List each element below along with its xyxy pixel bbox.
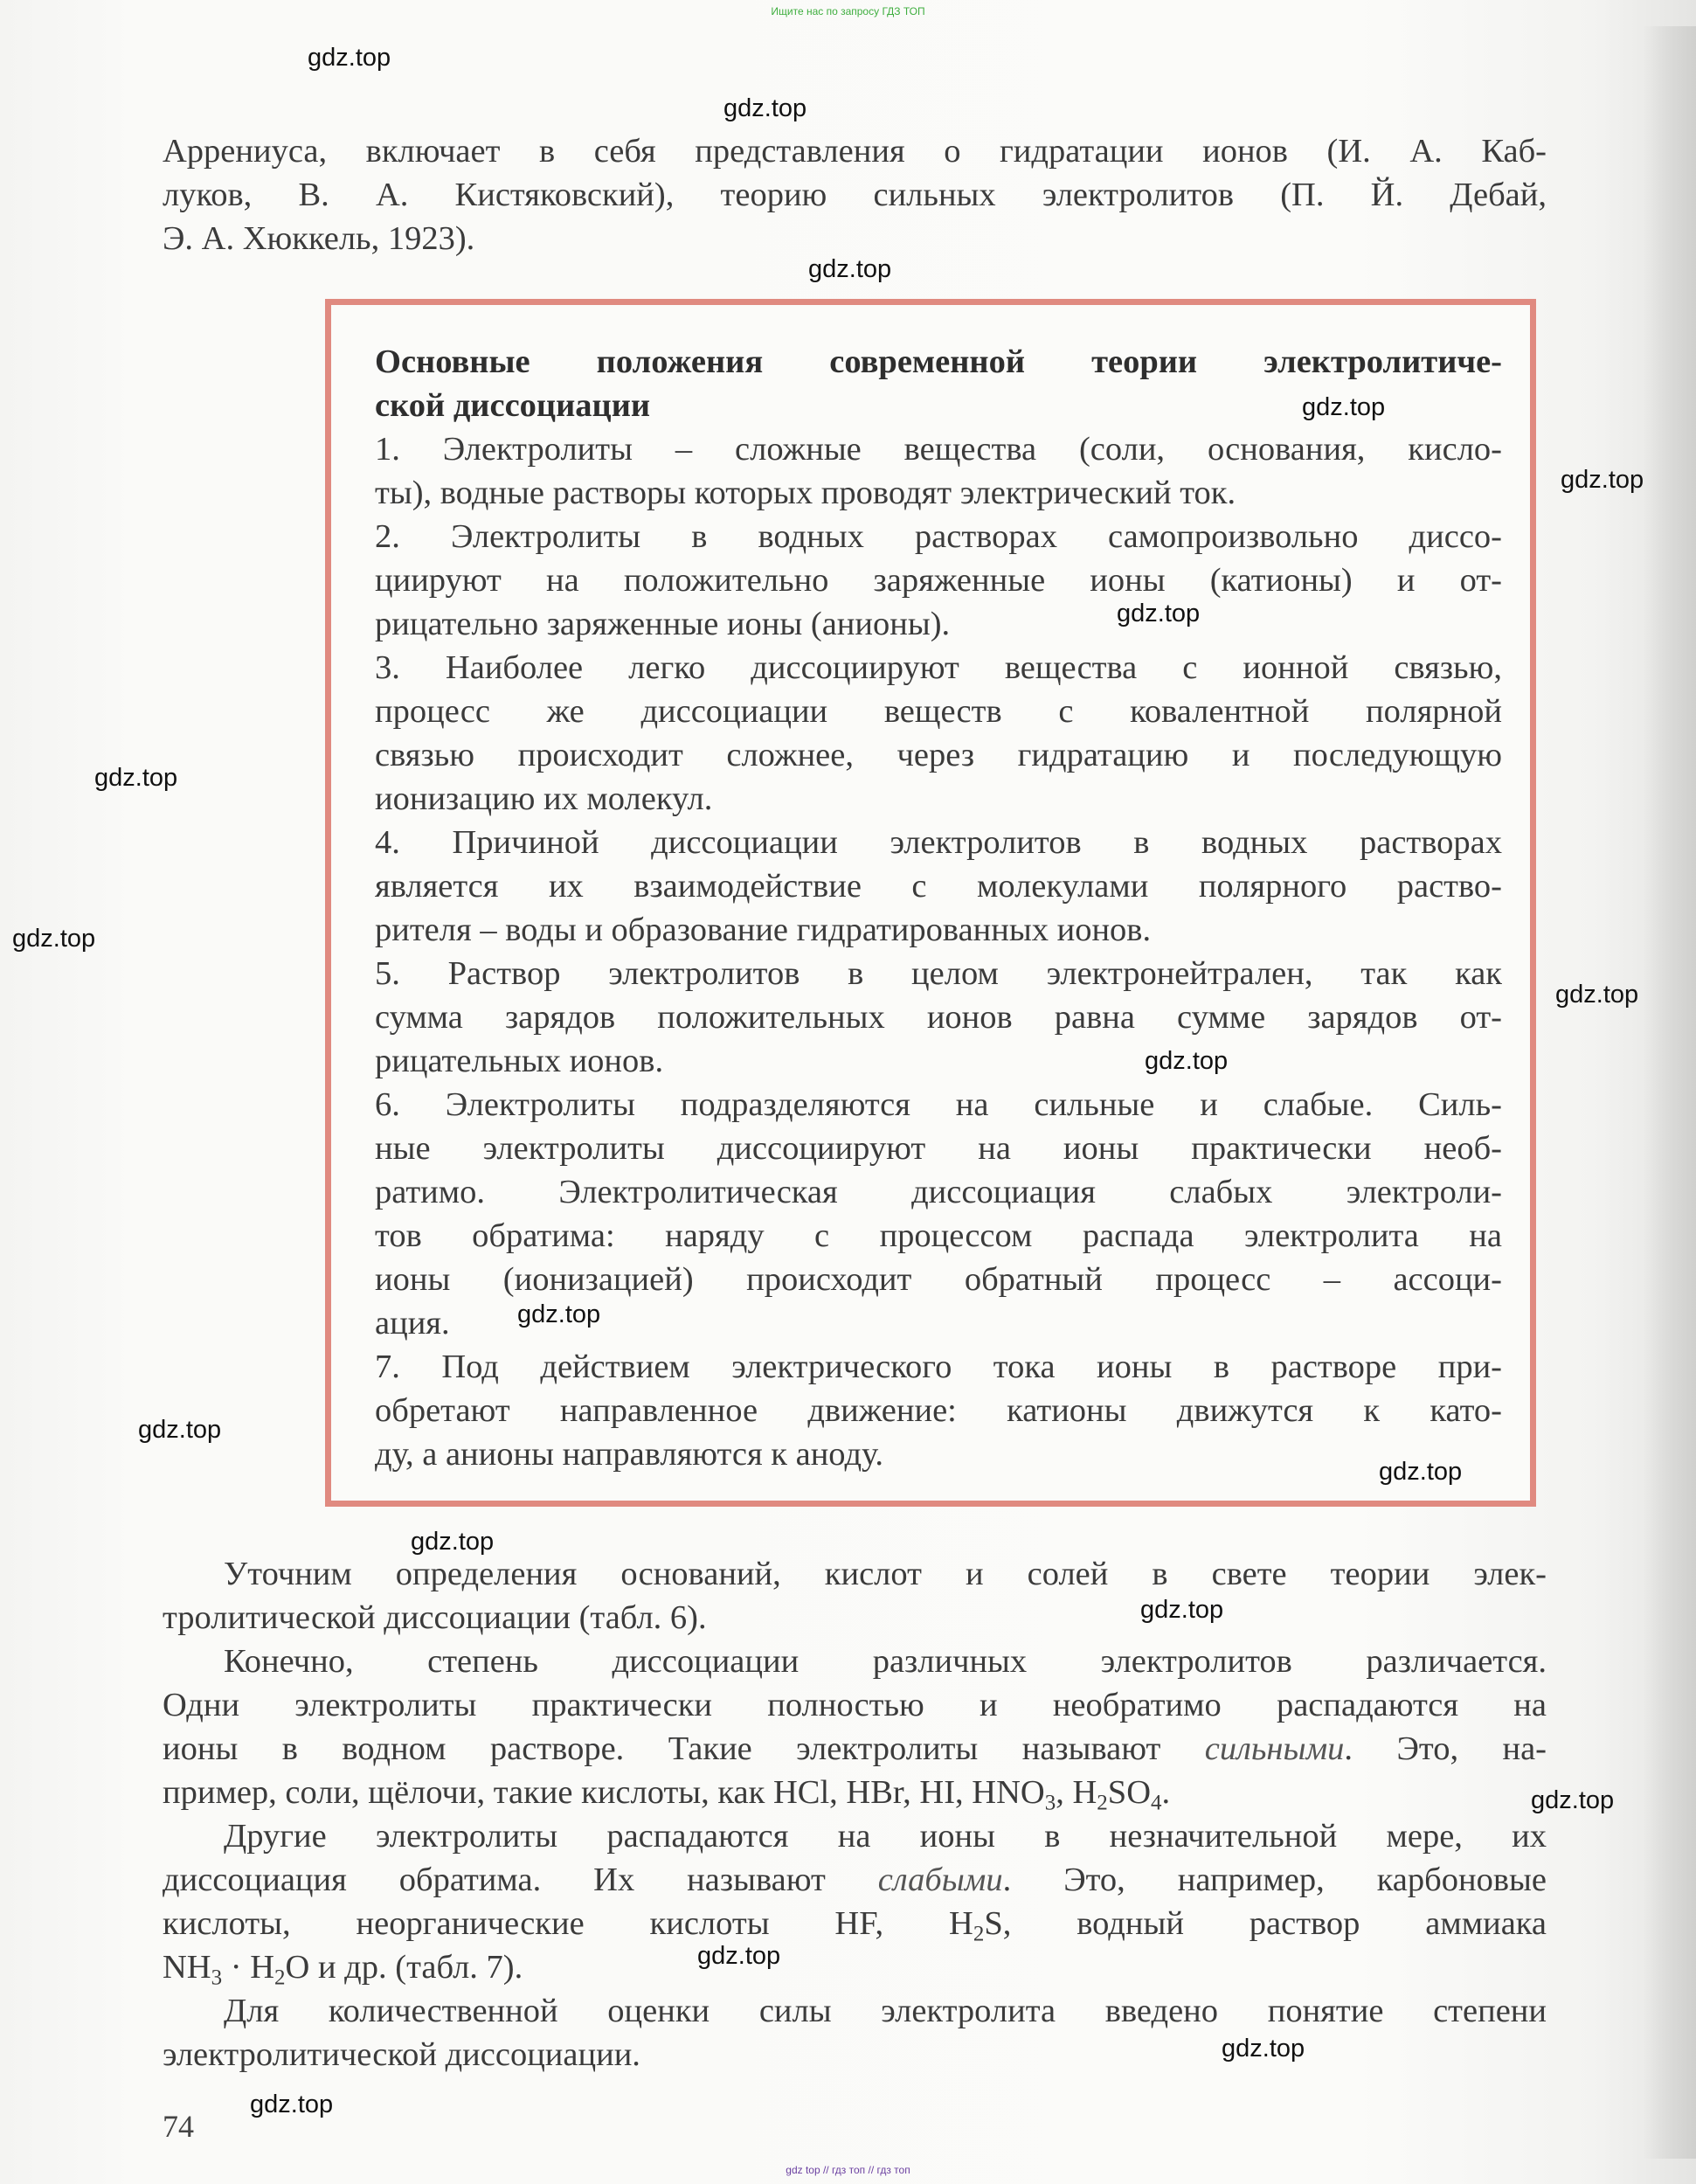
box-line: 4. Причиной диссоциации электролитов в водных растворах — [375, 824, 1502, 861]
body-line: Уточним определения оснований, кислот и солей в свете теории элек- — [224, 1556, 1547, 1592]
body-text-fragment: O и др. (табл. 7). — [285, 1949, 523, 1986]
body-text-fragment: · H — [222, 1949, 274, 1986]
box-line: является их взаимодействие с молекулами полярного раство- — [375, 868, 1502, 905]
box-line: 2. Электролиты в водных растворах самопроизвольно диссо- — [375, 518, 1502, 555]
body-line: Другие электролиты распадаются на ионы в незначительной мере, их — [224, 1818, 1547, 1855]
subscript: 3 — [1044, 1791, 1056, 1815]
box-line: 6. Электролиты подразделяются на сильные и слабые. Силь- — [375, 1086, 1502, 1123]
footer-note: gdz top // гдз топ // гдз топ — [786, 2164, 910, 2176]
subscript: 4 — [1151, 1791, 1162, 1815]
subscript: 2 — [274, 1966, 286, 1990]
body-line — [163, 1727, 1547, 1771]
watermark: gdz.top — [697, 1942, 781, 1970]
intro-paragraph — [163, 129, 1547, 260]
body-text-fragment: NH — [163, 1949, 211, 1986]
body-text-fragment: SO — [1107, 1774, 1151, 1811]
watermark: gdz.top — [308, 44, 391, 72]
body-text-fragment: , H — [1056, 1774, 1097, 1811]
body-line: Конечно, степень диссоциации различных электролитов различается. — [224, 1643, 1547, 1680]
subscript: 3 — [211, 1966, 223, 1990]
box-line: связью происходит сложнее, через гидратацию и последующую — [375, 737, 1502, 773]
box-line: ду, а анионы направляются к аноду. — [375, 1436, 884, 1473]
watermark: gdz.top — [517, 1300, 601, 1328]
page-edge-shadow — [1644, 26, 1696, 2159]
body-text-fragment: кислоты, неорганические кислоты HF, H — [163, 1905, 973, 1942]
body-text-fragment: . Это, на- — [1344, 1730, 1547, 1767]
box-line: ионизацию их молекул. — [375, 780, 713, 817]
box-line: ратимо. Электролитическая диссоциация слабых электроли- — [375, 1174, 1502, 1210]
body-text — [163, 1552, 1547, 2077]
watermark: gdz.top — [12, 925, 96, 953]
box-line: ация. — [375, 1305, 450, 1342]
box-line: рителя – воды и образование гидратированных ионов. — [375, 912, 1152, 948]
body-line — [163, 1902, 1547, 1945]
watermark: gdz.top — [1379, 1458, 1463, 1486]
watermark: gdz.top — [1555, 981, 1639, 1009]
box-title-line: Основные положения современной теории электролитиче- — [375, 343, 1502, 380]
box-line: рицательно заряженные ионы (анионы). — [375, 606, 951, 642]
body-line — [163, 1771, 1547, 1814]
box-line: циируют на положительно заряженные ионы (катионы) и от- — [375, 562, 1502, 599]
box-line: сумма зарядов положительных ионов равна сумме зарядов от- — [375, 999, 1502, 1036]
watermark: gdz.top — [1561, 466, 1644, 494]
body-line: Для количественной оценки силы электролита введено понятие степени — [224, 1993, 1547, 2029]
watermark: gdz.top — [1145, 1047, 1229, 1075]
watermark: gdz.top — [250, 2090, 334, 2118]
box-line: 5. Раствор электролитов в целом электронейтрален, так как — [375, 955, 1502, 992]
watermark: gdz.top — [808, 255, 892, 283]
theory-box — [325, 299, 1536, 1507]
body-line: электролитической диссоциации. — [163, 2036, 640, 2073]
watermark: gdz.top — [1302, 393, 1386, 421]
watermark: gdz.top — [138, 1416, 222, 1444]
body-line — [163, 1858, 1547, 1902]
body-line: тролитической диссоциации (табл. 6). — [163, 1599, 707, 1636]
watermark: gdz.top — [723, 94, 807, 122]
box-line: 7. Под действием электрического тока ионы в растворе при- — [375, 1349, 1502, 1385]
body-text-fragment: S, водный раствор аммиака — [984, 1905, 1547, 1942]
page-number: 74 — [163, 2109, 194, 2144]
box-line: 1. Электролиты – сложные вещества (соли, основания, кисло- — [375, 431, 1502, 468]
watermark: gdz.top — [1117, 600, 1201, 627]
subscript: 2 — [1097, 1791, 1108, 1815]
box-line: рицательных ионов. — [375, 1043, 664, 1079]
box-title-line: ской диссоциации — [375, 387, 651, 424]
box-line: ты), водные растворы которых проводят электрический ток. — [375, 475, 1236, 511]
watermark: gdz.top — [411, 1528, 495, 1556]
term-weak-electrolytes: слабыми — [877, 1862, 1003, 1898]
box-line: обретают направленное движение: катионы движутся к като- — [375, 1392, 1502, 1429]
box-line: процесс же диссоциации веществ с ковалентной полярной — [375, 693, 1502, 730]
body-text-fragment: ионы в водном растворе. Такие электролиты называют — [163, 1730, 1205, 1767]
body-line: Одни электролиты практически полностью и необратимо распадаются на — [163, 1687, 1547, 1723]
intro-line: Аррениуса, включает в себя представления о гидратации ионов (И. А. Каб- — [163, 133, 1547, 170]
watermark: gdz.top — [94, 764, 178, 792]
watermark: gdz.top — [1140, 1596, 1224, 1624]
body-text-fragment: . — [1161, 1774, 1171, 1811]
box-line: тов обратима: наряду с процессом распада электролита на — [375, 1217, 1502, 1254]
box-line: ные электролиты диссоциируют на ионы практически необ- — [375, 1130, 1502, 1167]
box-line: 3. Наиболее легко диссоциируют вещества с ионной связью, — [375, 649, 1502, 686]
header-note: Ищите нас по запросу ГДЗ ТОП — [771, 5, 925, 17]
subscript: 2 — [973, 1922, 985, 1946]
intro-line: Э. А. Хюккель, 1923). — [163, 220, 475, 257]
body-text-fragment: пример, соли, щёлочи, такие кислоты, как HCl, HBr, HI, HNO — [163, 1774, 1045, 1811]
watermark: gdz.top — [1222, 2035, 1305, 2063]
box-line: ионы (ионизацией) происходит обратный процесс – ассоци- — [375, 1261, 1502, 1298]
watermark: gdz.top — [1531, 1786, 1615, 1814]
intro-line: луков, В. А. Кистяковский), теорию сильных электролитов (П. Й. Дебай, — [163, 177, 1547, 213]
body-text-fragment: . Это, например, карбоновые — [1002, 1862, 1547, 1898]
term-strong-electrolytes: сильными — [1204, 1730, 1345, 1767]
body-text-fragment: диссоциация обратима. Их называют — [163, 1862, 878, 1898]
body-line — [163, 1945, 1547, 1989]
